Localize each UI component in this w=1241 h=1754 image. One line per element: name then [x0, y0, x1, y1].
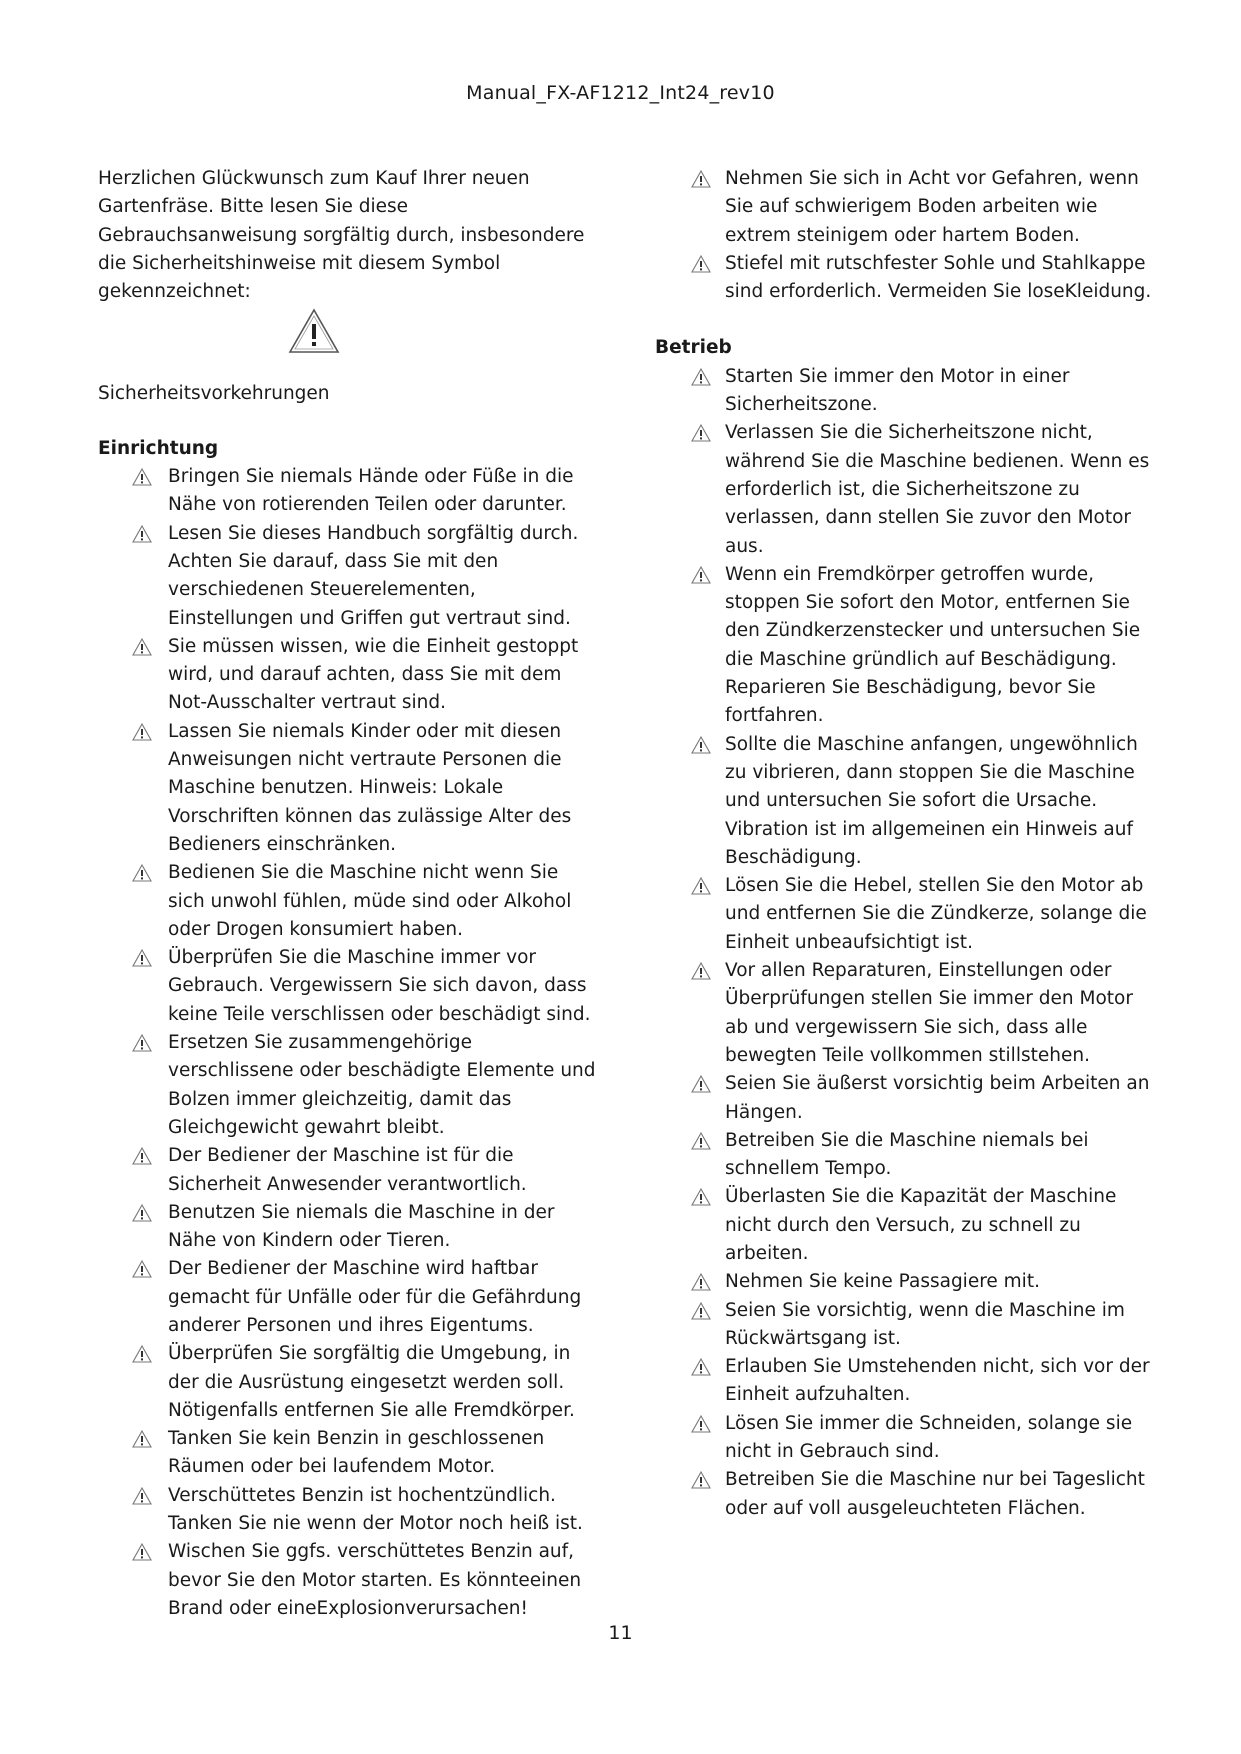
list-item-text: Seien Sie äußerst vorsichtig beim Arbeiten an Hängen.: [725, 1073, 1150, 1123]
intro-paragraph: Herzlichen Glückwunsch zum Kauf Ihrer neuen Gartenfräse. Bitte lesen Sie diese Gebrauchsanweisung sorgfältig durch, insbesondere die Sicherheitshinweise mit diesem Symbol gekennzeichnet:: [98, 168, 585, 303]
page-header: Manual_FX-AF1212_Int24_rev10: [466, 82, 775, 104]
list-item-text: Nehmen Sie sich in Acht vor Gefahren, wenn Sie auf schwierigem Boden arbeiten wie extrem steinigem oder hartem Boden.: [725, 168, 1139, 246]
left-column: [98, 165, 598, 1623]
list-item-text: Stiefel mit rutschfester Sohle und Stahlkappe sind erforderlich. Vermeiden Sie loseKleidung.: [725, 252, 1152, 303]
list-item-text: Betreiben Sie die Maschine nur bei Tageslicht oder auf voll ausgeleuchteten Flächen.: [725, 1469, 1145, 1519]
warning-triangle-icon: [691, 1273, 711, 1291]
list-item: [98, 718, 598, 859]
list-item: [655, 1410, 1155, 1467]
warning-triangle-icon: [132, 468, 152, 486]
warning-triangle-icon: [691, 255, 711, 273]
list-item: [655, 1127, 1155, 1184]
list-item-text: Sollte die Maschine anfangen, ungewöhnlich zu vibrieren, dann stoppen Sie die Maschine und untersuchen Sie sofort die Ursache. Vibration ist im allgemeinen ein Hinweis auf Beschädigung.: [725, 733, 1138, 868]
list-item-text: Nehmen Sie keine Passagiere mit.: [725, 1271, 1040, 1293]
list-item-text: Wenn ein Fremdkörper getroffen wurde, stoppen Sie sofort den Motor, entfernen Sie den Zündkerzenstecker und untersuchen Sie die Maschine gründlich auf Beschädigung. Reparieren Sie Beschädigung, bevor Sie fortfahren.: [725, 563, 1141, 727]
setup-list: [98, 463, 598, 1623]
list-item-text: Starten Sie immer den Motor in einer Sicherheitszone.: [725, 365, 1070, 416]
warning-triangle-icon: [132, 1487, 152, 1505]
list-item: [98, 1425, 598, 1482]
list-item-text: Lösen Sie immer die Schneiden, solange sie nicht in Gebrauch sind.: [725, 1412, 1133, 1463]
list-item-text: Überprüfen Sie die Maschine immer vor Gebrauch. Vergewissern Sie sich davon, dass keine Teile verschlissen oder beschädigt sind.: [168, 947, 591, 1025]
warning-triangle-icon: [132, 1260, 152, 1278]
list-item-text: Der Bediener der Maschine ist für die Sicherheit Anwesender verantwortlich.: [168, 1145, 527, 1195]
list-item: [98, 859, 598, 944]
warning-triangle-icon: [691, 1415, 711, 1433]
right-column: [655, 165, 1155, 1523]
list-item: [98, 1538, 598, 1623]
list-item-text: Seien Sie vorsichtig, wenn die Maschine im Rückwärtsgang ist.: [725, 1299, 1125, 1349]
list-item: [655, 957, 1155, 1070]
setup-section-title: Einrichtung: [98, 437, 219, 459]
list-item: [655, 872, 1155, 957]
warning-triangle-icon: [691, 877, 711, 895]
list-item-text: Lesen Sie dieses Handbuch sorgfältig durch. Achten Sie darauf, dass Sie mit den verschiedenen Steuerelementen, Einstellungen und Griffen gut vertraut sind.: [168, 522, 579, 629]
list-item: [655, 1466, 1155, 1523]
list-item: [655, 731, 1155, 872]
warning-triangle-icon: [691, 962, 711, 980]
list-item-text: Bringen Sie niemals Hände oder Füße in die Nähe von rotierenden Teilen oder darunter.: [168, 466, 574, 516]
warning-triangle-icon: [691, 1302, 711, 1320]
list-item-text: Betreiben Sie die Maschine niemals bei schnellem Tempo.: [725, 1129, 1089, 1180]
warning-triangle-icon: [691, 736, 711, 754]
warning-triangle-icon: [132, 1430, 152, 1448]
warning-triangle-icon: [691, 1358, 711, 1376]
list-item: [655, 1297, 1155, 1354]
operation-list: [655, 363, 1155, 1523]
setup-continued-list: [655, 165, 1155, 306]
list-item-text: Überprüfen Sie sorgfältig die Umgebung, in der die Ausrüstung eingesetzt werden soll. Nötigenfalls entfernen Sie alle Fremdkörper.: [168, 1343, 575, 1421]
warning-triangle-icon: [132, 1543, 152, 1561]
warning-triangle-icon: [132, 1034, 152, 1052]
list-item-text: Wischen Sie ggfs. verschüttetes Benzin auf, bevor Sie den Motor starten. Es könnteeinen Brand oder eineExplosionverursachen!: [168, 1541, 582, 1619]
warning-triangle-icon: [132, 723, 152, 741]
list-item-text: Benutzen Sie niemals die Maschine in der Nähe von Kindern oder Tieren.: [168, 1201, 555, 1252]
list-item: [655, 250, 1155, 307]
list-item-text: Erlauben Sie Umstehenden nicht, sich vor der Einheit aufzuhalten.: [725, 1356, 1150, 1406]
list-item: [655, 1183, 1155, 1268]
warning-triangle-icon: [691, 170, 711, 188]
list-item: [98, 1255, 598, 1340]
warning-triangle-icon: [691, 1132, 711, 1150]
list-item: [655, 561, 1155, 731]
list-item-text: Verlassen Sie die Sicherheitszone nicht, während Sie die Maschine bedienen. Wenn es erforderlich ist, die Sicherheitszone zu verlassen, dann stellen Sie zuvor den Motor aus.: [725, 422, 1150, 557]
list-item-text: Sie müssen wissen, wie die Einheit gestoppt wird, und darauf achten, dass Sie mit dem Not-Ausschalter vertraut sind.: [168, 635, 579, 714]
list-item: [655, 363, 1155, 420]
list-item-text: Vor allen Reparaturen, Einstellungen oder Überprüfungen stellen Sie immer den Motor ab und vergewissern Sie sich, dass alle bewegten Teile vollkommen stillstehen.: [725, 960, 1133, 1066]
warning-triangle-icon: [691, 1075, 711, 1093]
warning-triangle-icon: [132, 949, 152, 967]
list-item: [98, 463, 598, 520]
warning-triangle-icon: [132, 864, 152, 882]
list-item-text: Bedienen Sie die Maschine nicht wenn Sie sich unwohl fühlen, müde sind oder Alkohol oder Drogen konsumiert haben.: [168, 862, 572, 940]
list-item-text: Verschüttetes Benzin ist hochentzündlich. Tanken Sie nie wenn der Motor noch heiß ist.: [168, 1484, 583, 1535]
list-item-text: Überlasten Sie die Kapazität der Maschine nicht durch den Versuch, zu schnell zu arbeiten.: [725, 1186, 1117, 1264]
list-item: [98, 1199, 598, 1256]
warning-triangle-icon: [132, 1345, 152, 1363]
list-item: [98, 1029, 598, 1142]
list-item: [655, 1268, 1155, 1296]
warning-triangle-icon: [691, 424, 711, 442]
list-item: [98, 520, 598, 633]
list-item-text: Der Bediener der Maschine wird haftbar gemacht für Unfälle oder für die Gefährdung anderer Personen und ihres Eigentums.: [168, 1258, 582, 1336]
list-item: [655, 1070, 1155, 1127]
list-item: [98, 1340, 598, 1425]
list-item: [655, 419, 1155, 560]
list-item-text: Lassen Sie niemals Kinder oder mit diesen Anweisungen nicht vertraute Personen die Maschine benutzen. Hinweis: Lokale Vorschriften können das zulässige Alter des Bedieners einschränken.: [168, 720, 572, 855]
warning-triangle-icon: [132, 525, 152, 543]
list-item: [98, 633, 598, 718]
operation-section-title: Betrieb: [655, 337, 732, 359]
safety-heading: Sicherheitsvorkehrungen: [98, 383, 330, 405]
list-item: [655, 165, 1155, 250]
list-item-text: Ersetzen Sie zusammengehörige verschlissene oder beschädigte Elemente und Bolzen immer gleichzeitig, damit das Gleichgewicht gewahrt bleibt.: [168, 1032, 596, 1138]
list-item: [98, 1142, 598, 1199]
list-item-text: Lösen Sie die Hebel, stellen Sie den Motor ab und entfernen Sie die Zündkerze, solange die Einheit unbeaufsichtigt ist.: [725, 875, 1147, 953]
warning-triangle-icon: [132, 638, 152, 656]
warning-triangle-icon: [288, 308, 340, 354]
list-item: [98, 944, 598, 1029]
warning-triangle-icon: [691, 1471, 711, 1489]
warning-triangle-icon: [691, 1188, 711, 1206]
page-number: 11: [608, 1622, 633, 1644]
list-item: [655, 1353, 1155, 1410]
warning-triangle-icon: [691, 368, 711, 386]
list-item-text: Tanken Sie kein Benzin in geschlossenen Räumen oder bei laufendem Motor.: [168, 1428, 545, 1478]
warning-triangle-icon: [132, 1147, 152, 1165]
list-item: [98, 1482, 598, 1539]
warning-triangle-icon: [691, 566, 711, 584]
warning-triangle-icon: [132, 1204, 152, 1222]
